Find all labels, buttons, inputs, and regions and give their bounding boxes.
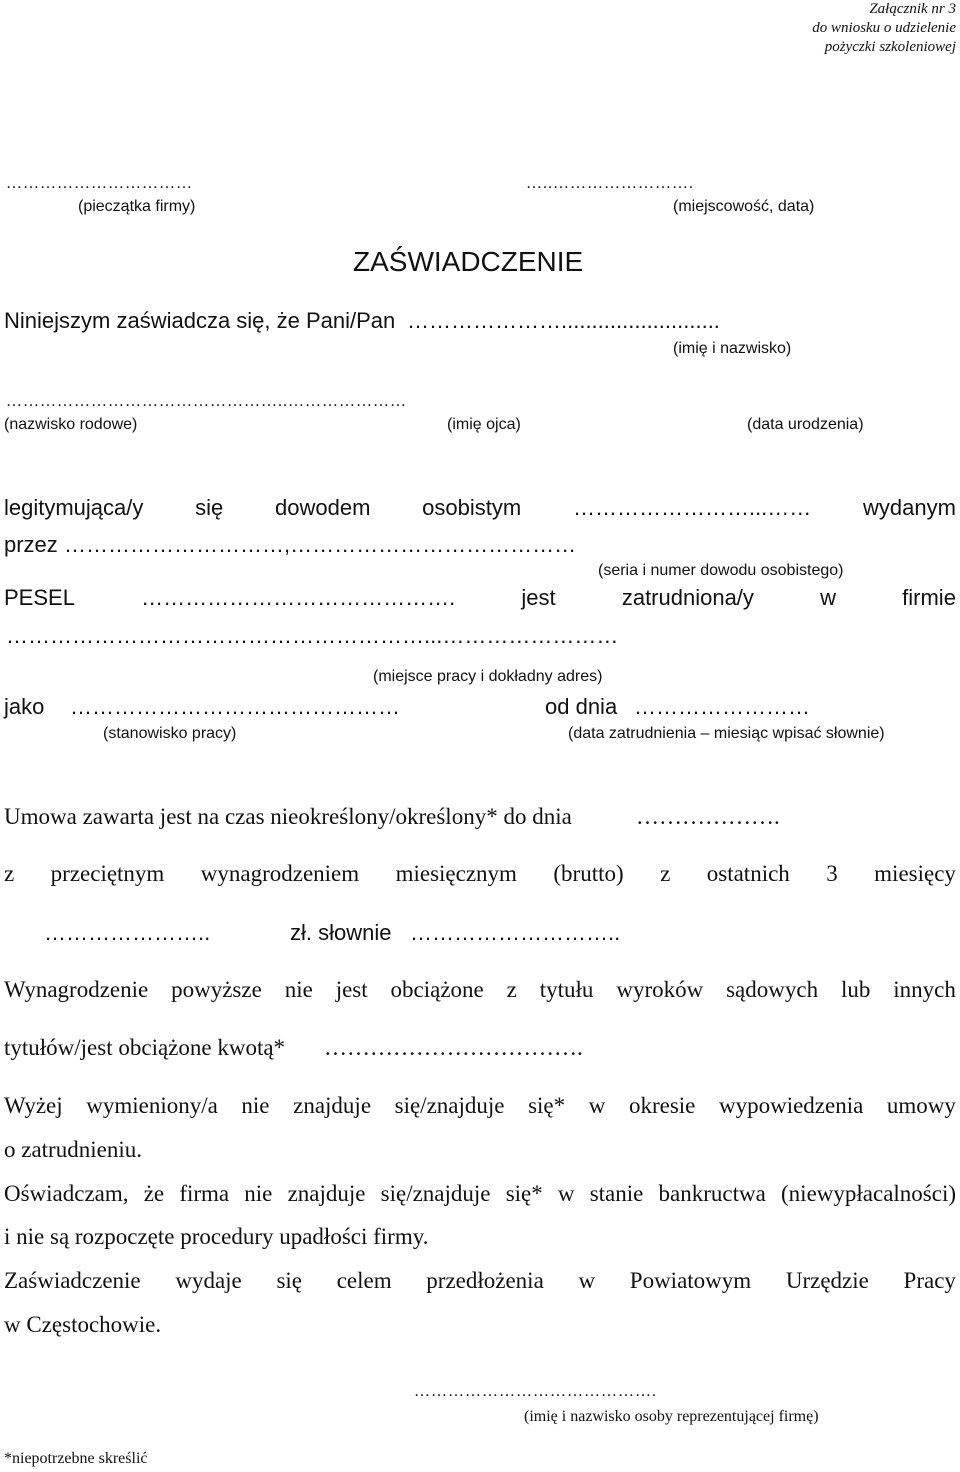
id-word: wydanym — [863, 495, 956, 520]
bankruptcy-word: (niewypłacalności) — [781, 1181, 956, 1206]
salary-word: ostatnich — [706, 861, 790, 886]
amount-dots: ………………….. — [44, 920, 211, 945]
position-dots: ……………………………………… — [70, 694, 400, 719]
annex-line-2: do wniosku o udzielenie — [812, 20, 956, 36]
salary-word: miesięcy — [874, 861, 956, 886]
notice-word: okresie — [628, 1093, 696, 1118]
purpose-word: się — [276, 1268, 303, 1293]
name-caption: (imię i nazwisko) — [673, 340, 792, 357]
salary-word: z — [4, 861, 15, 886]
notice-word: się/znajduje — [394, 1093, 505, 1118]
purpose-line-2: w Częstochowie. — [4, 1312, 162, 1337]
contract-text: Umowa zawarta jest na czas nieokreślony/określony* do dnia — [4, 804, 572, 829]
purpose-word: celem — [336, 1268, 392, 1293]
burden-word: Wynagrodzenie — [4, 977, 149, 1002]
id-word: legitymująca/y — [4, 495, 144, 520]
name-dots: ………………….......................... — [407, 308, 720, 333]
signature-dots: ……………………………………. — [414, 1383, 657, 1400]
burden-word: jest — [335, 977, 368, 1002]
pesel-dots: ……………………………………. — [141, 585, 456, 610]
notice-word: znajduje — [293, 1093, 372, 1118]
intro-text: Niniejszym zaświadcza się, że Pani/Pan — [4, 308, 396, 333]
bankruptcy-word: znajduje — [287, 1181, 366, 1206]
bankruptcy-word: że — [143, 1181, 165, 1206]
employment-date-caption: (data zatrudnienia – miesiąc wpisać słownie) — [568, 725, 885, 742]
notice-word: wymieniony/a — [86, 1093, 218, 1118]
workplace-caption: (miejsce pracy i dokładny adres) — [373, 668, 603, 685]
issued-by-label: przez — [4, 532, 58, 557]
purpose-word: Urzędzie — [785, 1268, 869, 1293]
issued-by-dots: …………………………,………………………………… — [64, 532, 577, 557]
salary-word: z — [660, 861, 671, 886]
notice-word: Wyżej — [4, 1093, 63, 1118]
id-caption: (seria i numer dowodu osobistego) — [598, 562, 844, 579]
id-number-dots: ……………………...…… — [572, 495, 812, 520]
pesel-word: zatrudniona/y — [621, 585, 754, 610]
bankruptcy-word: nie — [244, 1181, 273, 1206]
purpose-word: przedłożenia — [426, 1268, 544, 1293]
pesel-word: jest — [521, 585, 556, 610]
place-date-dots: …..……………………. — [526, 175, 694, 192]
footnote: *niepotrzebne skreślić — [4, 1450, 148, 1467]
burden-amount-dots: ……………………………. — [324, 1035, 583, 1060]
burden-word: powyższe — [171, 977, 262, 1002]
burden-word: tytułu — [539, 977, 594, 1002]
as-label: jako — [4, 694, 45, 719]
burden-word: innych — [893, 977, 956, 1002]
birth-date-caption: (data urodzenia) — [747, 416, 864, 433]
purpose-word: wydaje — [175, 1268, 242, 1293]
notice-line-2: o zatrudnieniu. — [4, 1137, 142, 1162]
notice-word: wypowiedzenia — [718, 1093, 864, 1118]
annex-line-1: Załącznik nr 3 — [869, 1, 956, 17]
maiden-father-birth-dots: …………………………………………..………………… — [6, 393, 407, 410]
bankruptcy-word: bankructwa — [658, 1181, 766, 1206]
bankruptcy-word: się* — [505, 1181, 543, 1206]
id-word: osobistym — [422, 495, 522, 520]
document-title: ZAŚWIADCZENIE — [353, 246, 584, 277]
pesel-line — [4, 585, 956, 611]
from-date-dots: …………………… — [634, 694, 810, 719]
from-date-label: od dnia — [545, 694, 618, 719]
burden-word: z — [506, 977, 517, 1002]
salary-word: przeciętnym — [50, 861, 165, 886]
notice-word: w — [588, 1093, 606, 1118]
stamp-dots: …………………………… — [6, 175, 193, 192]
burden-line — [4, 977, 956, 1003]
pesel-word: w — [820, 585, 836, 610]
burden-word: wyroków — [616, 977, 704, 1002]
annex-line-3: pożyczki szkoleniowej — [824, 39, 956, 55]
signature-caption: (imię i nazwisko osoby reprezentującej firmę) — [524, 1408, 819, 1425]
bankruptcy-line — [4, 1181, 956, 1207]
bankruptcy-line-2: i nie są rozpoczęte procedury upadłości firmy. — [4, 1224, 429, 1249]
purpose-word: w — [578, 1268, 596, 1293]
notice-line — [4, 1093, 956, 1119]
burden-line-2: tytułów/jest obciążone kwotą* — [4, 1035, 286, 1060]
bankruptcy-word: Oświadczam, — [4, 1181, 129, 1206]
bankruptcy-word: stanie — [589, 1181, 644, 1206]
purpose-word: Zaświadczenie — [4, 1268, 141, 1293]
bankruptcy-word: firma — [179, 1181, 230, 1206]
notice-word: się* — [528, 1093, 566, 1118]
notice-word: umowy — [886, 1093, 956, 1118]
amount-words-dots: ……………………….. — [410, 920, 621, 945]
bankruptcy-word: się/znajduje — [380, 1181, 491, 1206]
salary-word: wynagrodzeniem — [200, 861, 360, 886]
pesel-label: PESEL — [4, 585, 75, 610]
stamp-caption: (pieczątka firmy) — [78, 198, 196, 215]
workplace-dots: …………………………………………………...…………………… — [6, 623, 619, 648]
purpose-word: Pracy — [903, 1268, 956, 1293]
purpose-line — [4, 1268, 956, 1294]
bankruptcy-word: w — [557, 1181, 575, 1206]
purpose-word: Powiatowym — [629, 1268, 752, 1293]
salary-word: miesięcznym — [395, 861, 517, 886]
id-line-1 — [4, 495, 956, 521]
father-name-caption: (imię ojca) — [447, 416, 521, 433]
burden-word: lub — [840, 977, 871, 1002]
notice-word: nie — [241, 1093, 270, 1118]
salary-line — [4, 861, 956, 887]
maiden-name-caption: (nazwisko rodowe) — [4, 416, 138, 433]
place-date-caption: (miejscowość, data) — [673, 198, 815, 215]
currency-label: zł. słownie — [290, 920, 392, 945]
id-word: dowodem — [275, 495, 371, 520]
salary-word: (brutto) — [553, 861, 624, 886]
id-word: się — [195, 495, 224, 520]
burden-word: obciążone — [390, 977, 484, 1002]
contract-date-dots: ………………. — [636, 804, 780, 829]
salary-word: 3 — [826, 861, 838, 886]
burden-word: sądowych — [726, 977, 819, 1002]
burden-word: nie — [284, 977, 313, 1002]
pesel-word: firmie — [902, 585, 956, 610]
position-caption: (stanowisko pracy) — [103, 725, 237, 742]
